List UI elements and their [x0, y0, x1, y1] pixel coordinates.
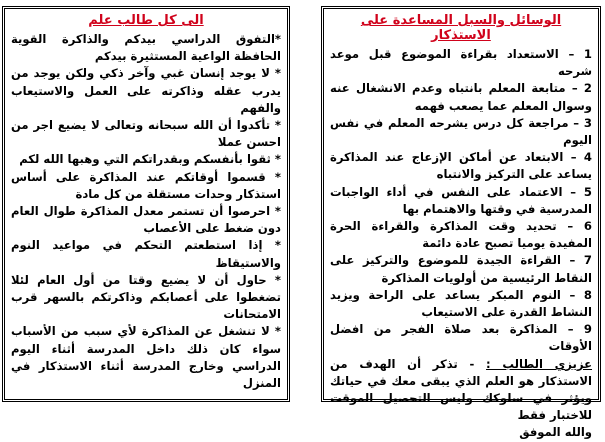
left-paragraph: * حاول أن لا يضيع وقتا من أول العام لئلا تضغطوا على أعصابكم وذاكرتكم بالسهر قرب الامتحانات — [11, 272, 281, 322]
right-panel — [321, 6, 601, 440]
left-paragraph: * إذا استطعتم التحكم في مواعيد النوم والاستيقاظ — [11, 238, 281, 270]
right-list-item: 9 – المذاكرة بعد صلاة الفجر من افضل الأوقات — [330, 322, 592, 354]
left-paragraph: * قسموا أوقاتكم عند المذاكرة على أساس استذكار وحدات مستقلة من كل مادة — [11, 169, 281, 201]
right-list-item: 6 – تحديد وقت المذاكرة والقراءة الحرة المفيدة يوميا تصبح عادة دائمة — [330, 219, 592, 251]
right-list-item: 1 – الاستعداد بقراءة الموضوع قبل موعد شرحه — [330, 47, 592, 79]
left-paragraph: * لا تنشغل عن المذاكرة لأي سبب من الأسباب سواء كان ذلك داخل المدرسة أثناء اليوم الدراسي وخارج المدرسة أثناء الاستذكار في المنزل — [11, 324, 281, 391]
left-panel-title: الى كل طالب علم — [88, 13, 204, 28]
closing-text: - تذكر أن الهدف من الاستذكار هو العلم الذي يبقى معك في حياتك ويؤثر في سلوكك وليس التحصيل الموقت للاختبار فقط — [330, 356, 592, 423]
left-paragraph: *التفوق الدراسي بيدكم والذاكرة القوية الحافظة الواعية المستثيرة بيدكم — [11, 32, 281, 64]
left-paragraph: * تأكدوا أن الله سبحانه وتعالى لا يضيع اجر من احسن عملا — [11, 118, 281, 150]
right-list-item: 5 – الاعتماد على النفس في أداء الواجبات المدرسية في وقتها والاهتمام بها — [330, 184, 592, 216]
right-list-item: 4 – الابتعاد عن أماكن الإزعاج عند المذاكرة يساعد على التركيز والانتباه — [330, 150, 592, 182]
left-paragraph: * احرصوا أن تستمر معدل المذاكرة طوال العام دون ضغط على الأعصاب — [11, 204, 281, 236]
left-panel — [2, 6, 290, 402]
closing-paragraph — [330, 356, 592, 425]
left-paragraph: * ثقوا بأنفسكم وبقدراتكم التي وهبها الله لكم — [19, 152, 281, 167]
right-panel-title: الوسائل والسبل المساعدة على الاستذكار — [360, 13, 562, 43]
right-list-item: 8 – النوم المبكر يساعد على الراحة ويزيد النشاط القدرة على الاستيعاب — [330, 287, 592, 320]
right-list-item: 3 – مراجعة كل درس يشرحه المعلم في نفس اليوم — [330, 115, 592, 148]
right-list-item: 7 – القراءة الجيدة للموضوع والتركيز على النقاط الرئيسية من أولويات المذاكرة — [330, 253, 592, 285]
closing-prefix: عزيزي الطالب : — [486, 356, 593, 371]
signoff: والله الموفق — [519, 425, 592, 440]
right-list-item: 2 – متابعة المعلم بانتباه وعدم الانشغال عنه وسوال المعلم عما يصعب فهمه — [330, 81, 592, 113]
left-paragraph: * لا يوجد إنسان غبي وآخر ذكي ولكن يوجد من يدرب عقله وذاكرته على العمل والاستيعاب والفهم — [11, 66, 281, 115]
